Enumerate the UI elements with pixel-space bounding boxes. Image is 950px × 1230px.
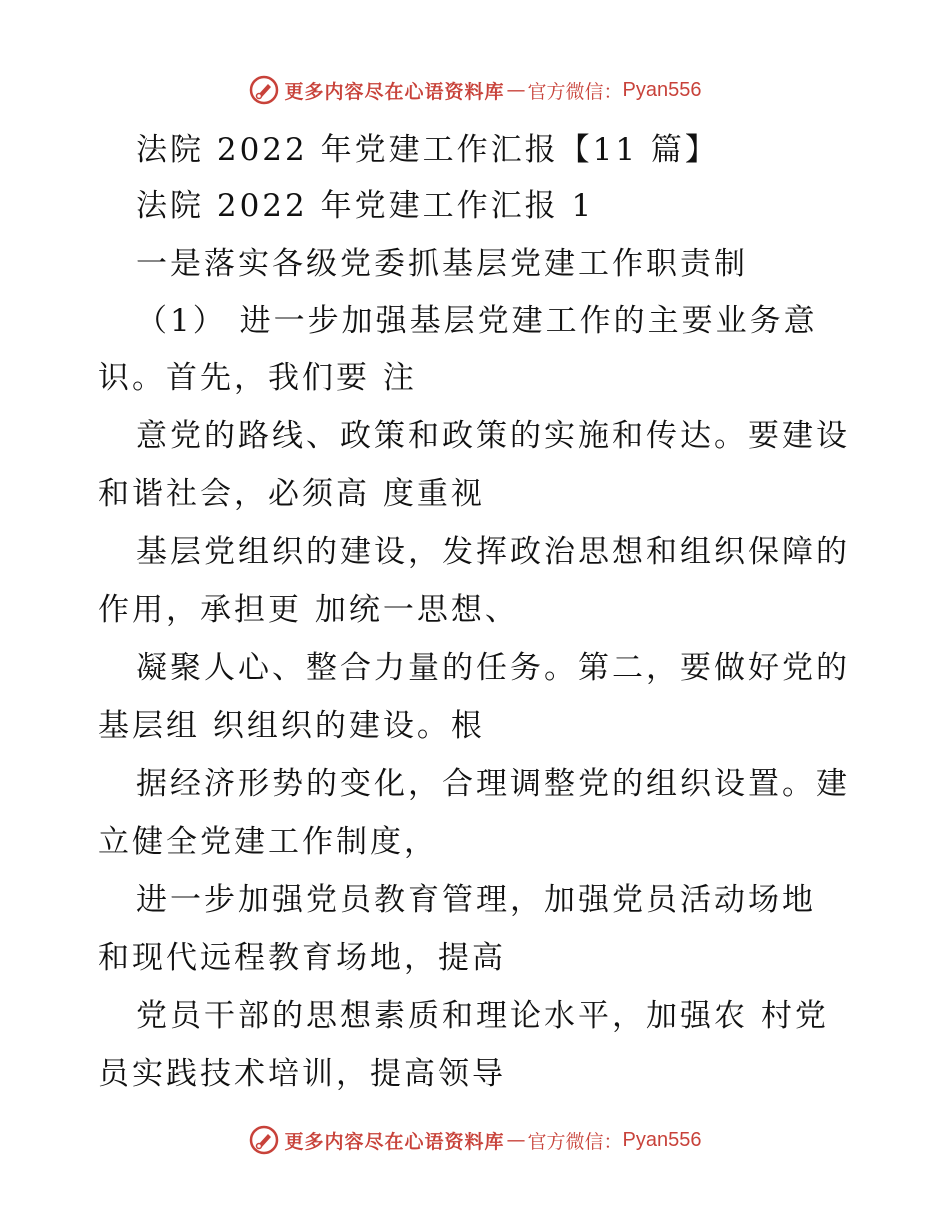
paragraph-line: 识。首先，我们要 注 (98, 360, 417, 396)
paragraph-line: 意党的路线、政策和政策的实施和传达。要建设 (136, 418, 850, 454)
library-logo-icon (249, 75, 279, 105)
document-title: 法院 2022 年党建工作汇报【11 篇】 (136, 132, 719, 168)
paragraph-line: 党员干部的思想素质和理论水平，加强农 村党 (136, 998, 829, 1034)
section-heading: 法院 2022 年党建工作汇报 1 (136, 188, 595, 224)
header-banner (0, 70, 950, 110)
banner-dash: — (506, 1129, 526, 1151)
paragraph-line: 和现代远程教育场地，提高 (98, 940, 506, 976)
paragraph-line: 基层组 织组织的建设。根 (98, 708, 485, 744)
banner-wechat-id: Pyan556 (622, 78, 702, 101)
banner-official-label: 官方微信： (527, 1130, 623, 1153)
banner-dash: — (506, 79, 526, 101)
banner-brand-text: 更多内容尽在心语资料库 (284, 80, 505, 103)
banner-wechat-id: Pyan556 (622, 1128, 702, 1151)
paragraph-line: 员实践技术培训，提高领导 (98, 1056, 506, 1092)
paragraph-line: 作用，承担更 加统一思想、 (98, 592, 519, 628)
paragraph-line: 和谐社会，必须高 度重视 (98, 476, 485, 512)
paragraph-line: 进一步加强党员教育管理，加强党员活动场地 (136, 882, 816, 918)
paragraph-line: 一是落实各级党委抓基层党建工作职责制 (136, 246, 748, 282)
footer-banner (0, 1120, 950, 1160)
paragraph-line: 据经济形势的变化，合理调整党的组织设置。建 (136, 766, 850, 802)
paragraph-line: 基层党组织的建设，发挥政治思想和组织保障的 (136, 534, 850, 570)
paragraph-line: （1） 进一步加强基层党建工作的主要业务意 (136, 303, 818, 339)
banner-brand-text: 更多内容尽在心语资料库 (284, 1130, 505, 1153)
paragraph-line: 凝聚人心、整合力量的任务。第二，要做好党的 (136, 650, 850, 686)
library-logo-icon (249, 1125, 279, 1155)
banner-official-label: 官方微信： (527, 80, 623, 103)
paragraph-line: 立健全党建工作制度， (98, 824, 438, 860)
